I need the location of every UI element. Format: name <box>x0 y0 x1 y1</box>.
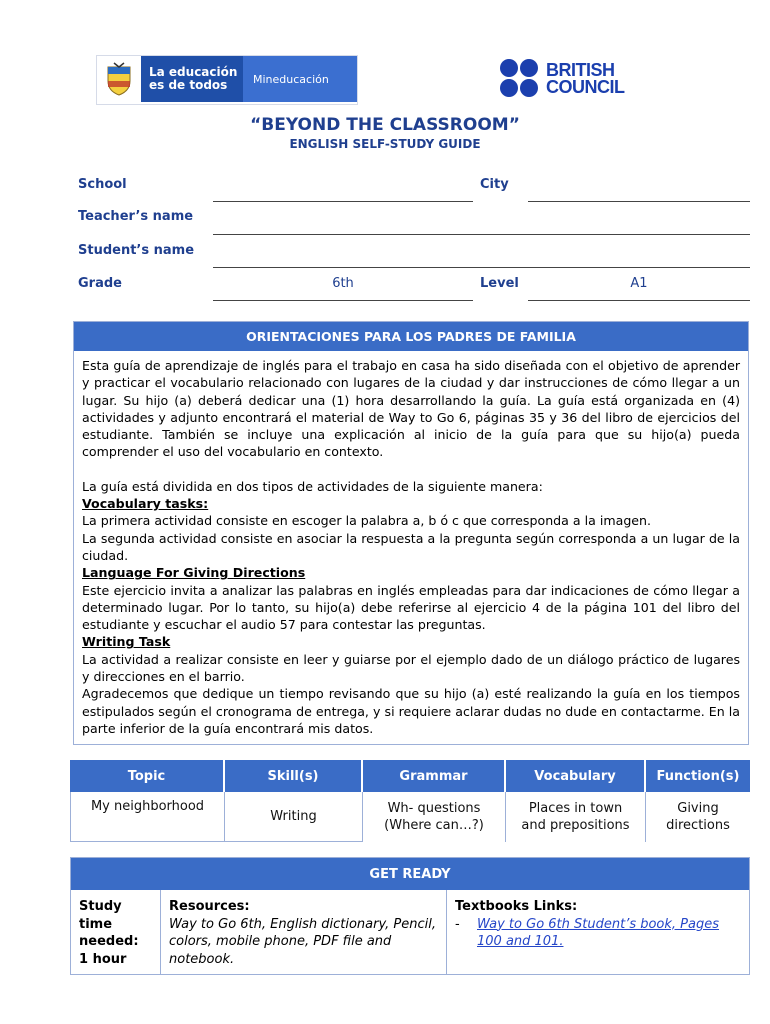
school-field[interactable] <box>213 201 473 202</box>
guidance-paragraph-1: Esta guía de aprendizaje de inglés para el trabajo en casa ha sido diseñada con el objetivo de aprender y practicar el vocabulario relacionado con lugares de la ciudad y dar instrucciones de cómo llegar a un lugar. Su hijo (a) deberá dedicar una (1) hora desarrollando la guía. La guía está organizada en (4) actividades y adjunto encontrará el material de Way to Go 6, páginas 35 y 36 del libro de ejercicios del estudiante. También se incluye una explicación al inicio de la guía para que su hijo(a) pueda comprender el uso del vocabulario en contexto. <box>82 358 740 460</box>
school-label: School <box>78 177 127 192</box>
header-functions: Function(s) <box>646 760 750 792</box>
grade-label: Grade <box>78 276 122 291</box>
parents-guidance-heading: ORIENTACIONES PARA LOS PADRES DE FAMILIA <box>74 322 748 351</box>
level-value: A1 <box>630 276 648 291</box>
cell-grammar: Wh- questions (Where can…?) <box>363 792 506 842</box>
header-vocabulary: Vocabulary <box>506 760 646 792</box>
closing-paragraph: Agradecemos que dedique un tiempo revisando que su hijo (a) esté realizando la guía en los tiempos estipulados según el cronograma de entrega, y si requiere aclarar dudas no dude en contactarme. En la parte inferior de la guía encontrará mis datos. <box>82 686 740 736</box>
header-skills: Skill(s) <box>225 760 363 792</box>
textbook-links-label: Textbooks Links: <box>455 899 578 914</box>
vocabulary-task-2: La segunda actividad consiste en asociar la respuesta a la pregunta según corresponda a un lugar de la ciudad. <box>82 530 740 563</box>
vocabulary-tasks-heading: Vocabulary tasks: <box>82 496 209 512</box>
header-grammar: Grammar <box>363 760 506 792</box>
cell-vocabulary: Places in town and prepositions <box>506 792 646 842</box>
student-label: Student’s name <box>78 243 195 258</box>
get-ready-box <box>70 857 750 975</box>
level-label: Level <box>480 276 519 291</box>
bc-line-2: COUNCIL <box>546 77 625 97</box>
cell-topic: My neighborhood <box>70 792 225 842</box>
link-bullet: - <box>455 916 460 932</box>
table-row <box>70 792 750 842</box>
header-topic: Topic <box>70 760 225 792</box>
language-directions-text: Este ejercicio invita a analizar las palabras en inglés empleadas para dar indicaciones de cómo llegar a determinado lugar. Por lo tanto, su hijo(a) debe referirse al ejercicio 4 de la página 101 del libro del estudiante y escuchar el audio 57 para contestar las preguntas. <box>82 582 740 633</box>
british-council-logo <box>500 58 640 100</box>
cell-skills: Writing <box>225 792 363 842</box>
page-subtitle: ENGLISH SELF-STUDY GUIDE <box>289 137 481 151</box>
student-field[interactable] <box>213 267 750 268</box>
textbook-link[interactable]: Way to Go 6th Student’s book, Pages 100 and 101. <box>477 916 720 949</box>
language-directions-heading: Language For Giving Directions <box>82 565 306 581</box>
city-label: City <box>480 177 509 192</box>
british-council-dots-icon <box>500 59 540 99</box>
logo-ministry: Mineducación <box>253 72 329 86</box>
get-ready-heading: GET READY <box>71 858 749 890</box>
study-time: Study time needed: 1 hour <box>71 890 161 974</box>
city-field[interactable] <box>528 201 750 202</box>
logo-tagline-1: La educación <box>149 65 238 79</box>
resources-text: Way to Go 6th, English dictionary, Pencil, colors, mobile phone, PDF file and notebook. <box>169 916 436 967</box>
teacher-label: Teacher’s name <box>78 209 194 224</box>
colombia-shield-icon <box>97 56 141 102</box>
parents-guidance-box <box>73 321 749 745</box>
page-title: “BEYOND THE CLASSROOM” <box>250 115 520 135</box>
topic-table <box>70 760 750 842</box>
logo-tagline-2: es de todos <box>149 78 228 92</box>
writing-task-heading: Writing Task <box>82 634 171 650</box>
bc-line-1: BRITISH <box>546 60 615 80</box>
resources-label: Resources: <box>169 899 250 914</box>
vocabulary-task-1: La primera actividad consiste en escoger la palabra a, b ó c que corresponda a la imagen. <box>82 513 652 529</box>
grade-field[interactable] <box>213 300 473 301</box>
level-field[interactable] <box>528 300 750 301</box>
teacher-field[interactable] <box>213 234 750 235</box>
writing-task-text: La actividad a realizar consiste en leer y guiarse por el ejemplo dado de un diálogo práctico de lugares y direcciones en el barrio. <box>82 651 740 685</box>
grade-value: 6th <box>332 276 354 291</box>
mineducacion-logo <box>96 55 358 105</box>
guidance-paragraph-2: La guía está dividida en dos tipos de actividades de la siguiente manera: <box>82 478 543 494</box>
cell-functions: Giving directions <box>666 801 730 833</box>
